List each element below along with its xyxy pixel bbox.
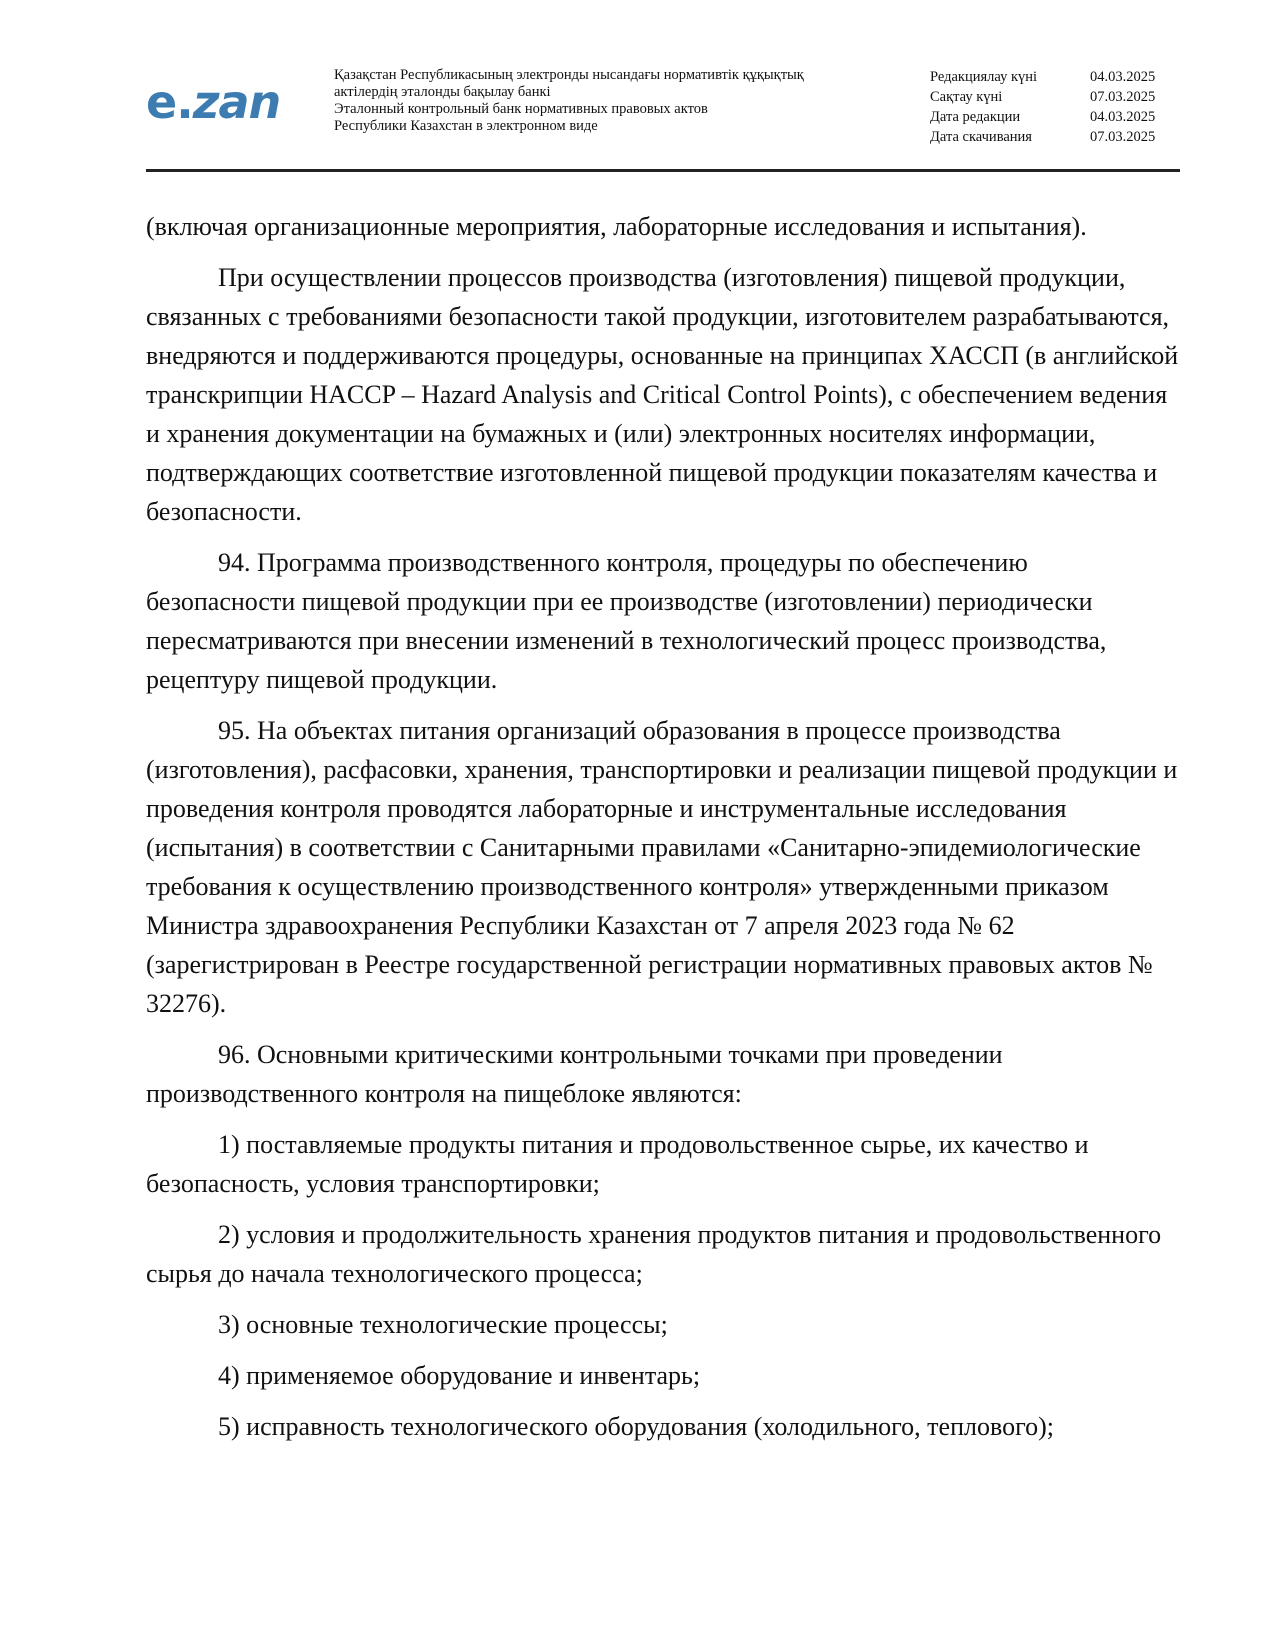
list-item-1: 1) поставляемые продукты питания и продовольственное сырье, их качество и безопасность, условия транспортировки; [146,1130,1089,1198]
header-description-line: Қазақстан Республикасының электронды нысандағы нормативтік құқықтық [334,67,804,83]
meta-value: 07.03.2025 [1090,89,1156,105]
paragraph-95: 95. На объектах питания организаций образования в процессе производства (изготовления), расфасовки, хранения, транспортировки и реализации пищевой продукции и проведения контроля проводятся лабораторные и инструментальные исследования (испытания) в соответствии с Санитарными правилами «Санитарно-эпидемиологические требования к осуществлению производственного контроля» утвержденными приказом Министра здравоохранения Республики Казахстан от 7 апреля 2023 года № 62 (зарегистрирован в Реестре государственной регистрации нормативных правовых актов № 32276). [146,716,1178,1018]
paragraph-haccp: При осуществлении процессов производства (изготовления) пищевой продукции, связанных с требованиями безопасности такой продукции, изготовителем разрабатываются, внедряются и поддерживаются процедуры, основанные на принципах ХАССП (в английской транскрипции HACCP – Hazard Analysis and Critical Control Points), с обеспечением ведения и хранения документации на бумажных и (или) электронных носителях информации, подтверждающих соответствие изготовленной пищевой продукции показателям качества и безопасности. [146,263,1179,526]
ezan-logo [146,77,296,127]
document-header [146,60,1180,170]
logo-dot: . [176,75,193,129]
document-body [146,207,1180,1458]
meta-row-save-date-kz [930,87,1180,107]
logo-letter: e [146,75,177,129]
meta-row-edit-date-kz [930,67,1180,87]
meta-label: Дата скачивания [930,129,1032,145]
meta-row-download-date-ru [930,127,1180,147]
logo-word: zan [192,75,281,129]
list-item-5: 5) исправность технологического оборудования (холодильного, теплового); [218,1412,1054,1441]
header-description [334,67,894,135]
header-description-line: актілердің эталонды бақылау банкі [334,84,551,100]
list-item-2: 2) условия и продолжительность хранения продуктов питания и продовольственного сырья до начала технологического процесса; [146,1220,1162,1288]
meta-label: Редакциялау күні [930,69,1038,85]
list-item-3: 3) основные технологические процессы; [218,1310,668,1339]
header-divider [146,169,1180,172]
paragraph-94: 94. Программа производственного контроля, процедуры по обеспечению безопасности пищевой продукции при ее производстве (изготовлении) периодически пересматриваются при внесении изменений в технологический процесс производства, рецептуру пищевой продукции. [146,548,1107,694]
meta-value: 04.03.2025 [1090,109,1156,125]
meta-label: Дата редакции [930,109,1021,125]
paragraph-continuation: (включая организационные мероприятия, лабораторные исследования и испытания). [146,212,1087,241]
meta-row-edit-date-ru [930,107,1180,127]
list-item-4: 4) применяемое оборудование и инвентарь; [218,1361,701,1390]
meta-value: 04.03.2025 [1090,69,1156,85]
meta-value: 07.03.2025 [1090,129,1156,145]
paragraph-96: 96. Основными критическими контрольными точками при проведении производственного контроля на пищеблоке являются: [146,1040,1003,1108]
header-description-line: Республики Казахстан в электронном виде [334,118,598,134]
header-meta [930,67,1180,147]
meta-label: Сақтау күні [930,89,1003,105]
header-description-line: Эталонный контрольный банк нормативных правовых актов [334,101,708,117]
